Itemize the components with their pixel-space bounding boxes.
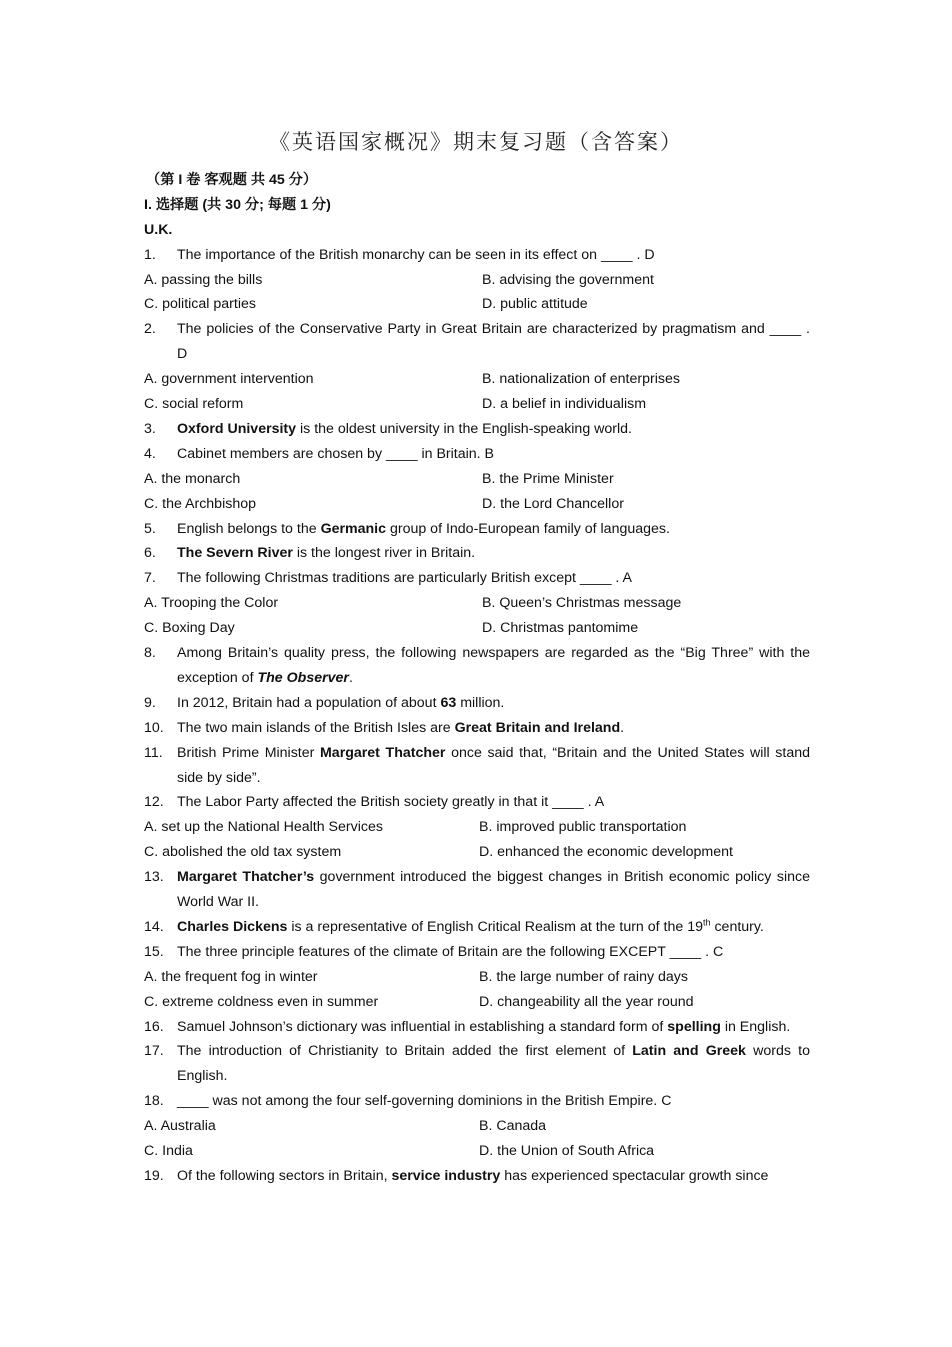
country-header: U.K.	[144, 221, 173, 238]
question-5	[144, 517, 810, 542]
question-number: 15.	[144, 943, 164, 960]
option-c: C. abolished the old tax system	[144, 844, 342, 861]
options-row	[144, 367, 810, 392]
options-row	[144, 815, 810, 840]
question-4	[144, 442, 810, 467]
question-text: The importance of the British monarchy can be seen in its effect on ____ . D	[177, 246, 655, 263]
answer-bold: Margaret Thatcher	[319, 744, 446, 761]
answer-bold: Oxford University	[177, 420, 297, 437]
options-row	[144, 616, 810, 641]
text-fragment: words to English.	[177, 1043, 810, 1085]
options-row	[144, 1139, 810, 1164]
option-d: D. changeability all the year round	[479, 993, 694, 1010]
options-row	[144, 392, 810, 417]
question-17	[144, 1039, 810, 1089]
question-number: 7.	[144, 570, 156, 587]
answer-bold: Latin and Greek	[632, 1043, 746, 1060]
text-fragment: Samuel Johnson’s dictionary was influential in establishing a standard form of	[177, 1018, 668, 1035]
option-b: B. Queen’s Christmas message	[482, 595, 682, 612]
answer-bold: Great Britain and Ireland	[454, 719, 621, 736]
question-number: 9.	[144, 694, 156, 711]
question-number: 13.	[144, 869, 164, 886]
question-12	[144, 790, 810, 815]
options-row	[144, 990, 810, 1015]
option-c: C. Boxing Day	[144, 620, 235, 637]
option-d: D. public attitude	[482, 296, 588, 313]
question-number: 17.	[144, 1043, 164, 1060]
question-text	[177, 716, 810, 741]
question-number: 14.	[144, 918, 164, 935]
question-text: Cabinet members are chosen by ____ in Britain. B	[177, 445, 495, 462]
option-b: B. the Prime Minister	[482, 470, 614, 487]
question-text: The Labor Party affected the British society greatly in that it ____ . A	[177, 794, 605, 811]
question-10	[144, 716, 810, 741]
text-fragment: In 2012, Britain had a population of about	[177, 694, 441, 711]
question-text: ____ was not among the four self-governing dominions in the British Empire. C	[177, 1093, 672, 1110]
text-fragment: is the longest river in Britain.	[292, 545, 476, 562]
text-fragment: The two main islands of the British Isles are	[177, 719, 455, 736]
text-fragment: Among Britain’s quality press, the following newspapers are regarded as the “Big Three” with the exception of	[177, 645, 810, 686]
question-text	[177, 517, 810, 542]
question-text	[177, 1015, 810, 1040]
question-number: 5.	[144, 520, 156, 537]
option-b: B. advising the government	[482, 271, 654, 288]
question-number: 11.	[144, 744, 163, 761]
question-11	[144, 741, 810, 791]
question-number: 19.	[144, 1167, 164, 1184]
question-text	[177, 741, 810, 791]
part-header: （第 I 卷 客观题 共 45 分）	[146, 172, 318, 188]
text-fragment: is a representative of English Critical Realism at the turn of the 19	[287, 918, 703, 935]
answer-bold-italic: The Observer	[257, 669, 349, 686]
question-text	[177, 865, 810, 915]
option-a: A. Australia	[144, 1118, 216, 1135]
question-3	[144, 417, 810, 442]
question-number: 2.	[144, 321, 156, 338]
question-text	[177, 915, 810, 940]
question-number: 18.	[144, 1093, 164, 1110]
option-b: B. improved public transportation	[479, 819, 687, 836]
options-row	[144, 840, 810, 865]
question-2	[144, 317, 810, 367]
options-row	[144, 292, 810, 317]
text-fragment: British Prime Minister	[177, 744, 320, 761]
section-header: I. 选择题 (共 30 分; 每题 1 分)	[144, 196, 331, 213]
option-a: A. the monarch	[144, 470, 241, 487]
question-13	[144, 865, 810, 915]
question-14	[144, 915, 810, 940]
answer-bold: 63	[440, 694, 457, 711]
question-text	[177, 641, 810, 691]
text-fragment: English belongs to the	[177, 520, 321, 537]
question-text: The following Christmas traditions are particularly British except ____ . A	[177, 570, 632, 587]
option-c: C. India	[144, 1143, 193, 1160]
text-fragment: million.	[456, 694, 505, 711]
option-d: D. the Lord Chancellor	[482, 495, 624, 512]
question-16	[144, 1015, 810, 1040]
option-d: D. a belief in individualism	[482, 396, 647, 413]
option-a: A. passing the bills	[144, 271, 263, 288]
options-row	[144, 492, 810, 517]
text-fragment: century.	[710, 918, 764, 935]
text-fragment: The introduction of Christianity to Britain added the first element of	[177, 1043, 633, 1060]
question-number: 3.	[144, 420, 156, 437]
text-fragment: once said that, “Britain and the United States will stand side by side”.	[177, 744, 810, 786]
option-c: C. extreme coldness even in summer	[144, 993, 379, 1010]
text-fragment: in English.	[720, 1018, 791, 1035]
question-7	[144, 566, 810, 591]
question-8	[144, 641, 810, 691]
text-fragment: group of Indo-European family of languages.	[386, 520, 670, 537]
question-number: 12.	[144, 794, 164, 811]
question-15	[144, 940, 810, 965]
option-d: D. Christmas pantomime	[482, 620, 639, 637]
option-a: A. set up the National Health Services	[144, 819, 383, 836]
question-number: 4.	[144, 445, 156, 462]
question-text	[177, 1039, 810, 1089]
question-text	[177, 417, 810, 442]
answer-bold: Charles Dickens	[177, 918, 288, 935]
answer-bold: Margaret Thatcher’s	[177, 869, 315, 886]
document-title: 《英语国家概况》期末复习题（含答案）	[269, 130, 683, 154]
question-18	[144, 1089, 810, 1114]
answer-bold: The Severn River	[177, 545, 293, 562]
question-text	[177, 691, 810, 716]
answer-bold: service industry	[391, 1167, 501, 1184]
text-fragment: .	[620, 719, 625, 736]
option-b: B. nationalization of enterprises	[482, 371, 680, 388]
options-row	[144, 591, 810, 616]
text-fragment: has experienced spectacular growth since	[500, 1167, 769, 1184]
options-row	[144, 965, 810, 990]
text-fragment: Of the following sectors in Britain,	[177, 1167, 392, 1184]
question-6	[144, 541, 810, 566]
question-19	[144, 1164, 810, 1189]
answer-bold: spelling	[667, 1018, 721, 1035]
option-a: A. Trooping the Color	[144, 595, 279, 612]
answer-bold: Germanic	[320, 520, 387, 537]
question-text	[177, 1164, 810, 1189]
question-number: 1.	[144, 246, 156, 263]
text-fragment: .	[348, 669, 353, 686]
option-a: A. the frequent fog in winter	[144, 968, 318, 985]
question-9	[144, 691, 810, 716]
option-c: C. political parties	[144, 296, 256, 313]
options-row	[144, 268, 810, 293]
question-number: 6.	[144, 545, 156, 562]
text-fragment: government introduced the biggest changes in British economic policy since World War II.	[177, 869, 810, 911]
question-number: 16.	[144, 1018, 164, 1035]
question-text: The three principle features of the climate of Britain are the following EXCEPT ____ . C	[177, 943, 724, 960]
option-c: C. the Archbishop	[144, 495, 256, 512]
options-row	[144, 467, 810, 492]
question-number: 10.	[144, 719, 164, 736]
question-number: 8.	[144, 645, 156, 662]
option-c: C. social reform	[144, 396, 244, 413]
option-d: D. the Union of South Africa	[479, 1143, 655, 1160]
option-a: A. government intervention	[144, 371, 314, 388]
question-1	[144, 243, 810, 268]
option-b: B. the large number of rainy days	[479, 968, 688, 985]
text-fragment: is the oldest university in the English-speaking world.	[296, 420, 633, 437]
option-b: B. Canada	[479, 1118, 547, 1135]
question-text: The policies of the Conservative Party in Great Britain are characterized by pragmatism and ____ . D	[177, 321, 810, 363]
superscript: th	[703, 917, 711, 928]
question-text	[177, 541, 810, 566]
options-row	[144, 1114, 810, 1139]
option-d: D. enhanced the economic development	[479, 844, 733, 861]
document-body	[144, 168, 810, 1189]
